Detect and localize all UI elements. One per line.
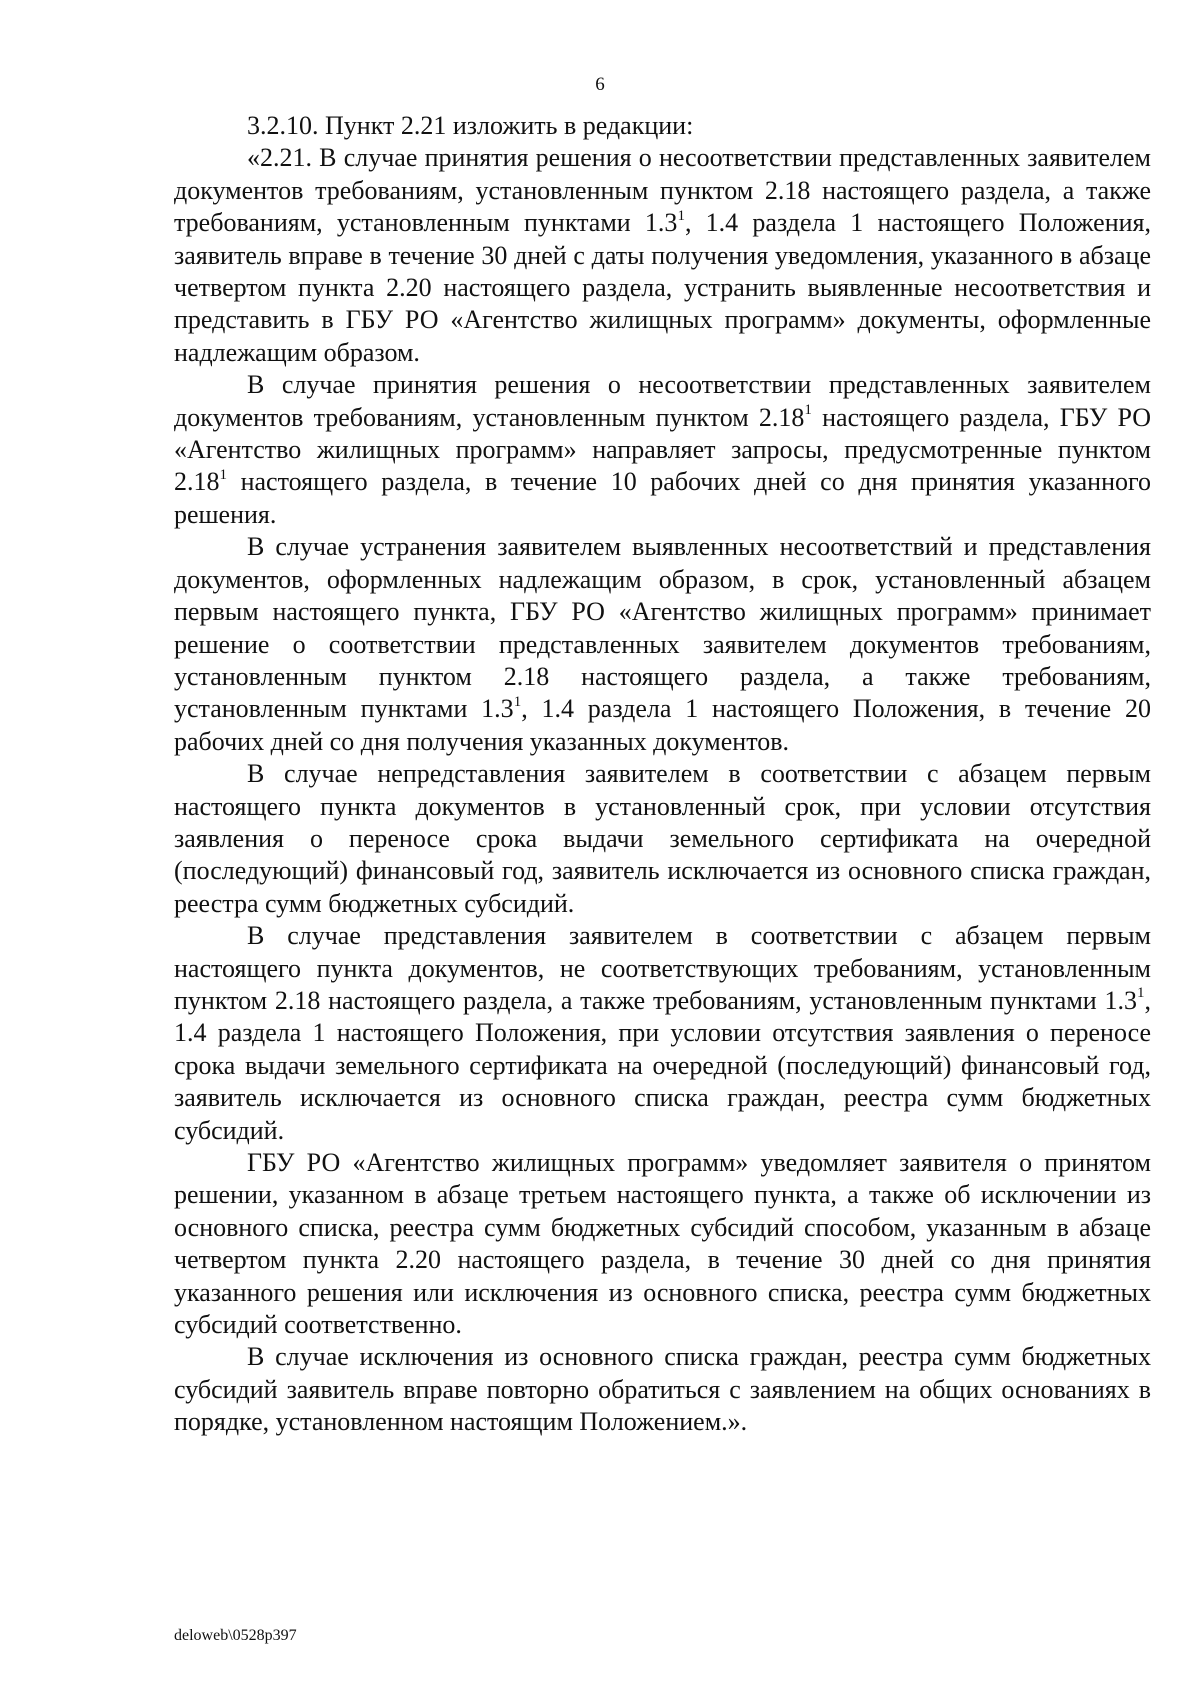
paragraph-text: В случае представления заявителем в соответствии с абзацем первым настоящего пункта документов, не соответствующих требованиям, установленным пунктом 2.18 настоящего раздела, а также требованиям, установленным пунктами 1.3 — [174, 921, 1151, 1015]
superscript: 1 — [513, 693, 522, 710]
paragraph-text: , 1.4 раздела 1 настоящего Положения, в течение 20 рабочих дней со дня получения указанных документов. — [174, 694, 1152, 756]
paragraph-text: настоящего раздела, ГБУ РО «Агентство жилищных программ» направляет запросы, предусмотренные пунктом 2.18 — [174, 402, 1152, 497]
paragraph — [174, 1147, 1151, 1341]
paragraph-text: В случае устранения заявителем выявленных несоответствий и представления документов, оформленных надлежащим образом, в срок, установленный абзацем первым настоящего пункта, ГБУ РО «Агентство жилищных программ» принимает решение о соответствии представленных заявителем документов требованиям, установленным пунктом 2.18 настоящего раздела, а также требованиям, установленным пунктами 1.3 — [174, 532, 1151, 724]
paragraph-text: В случае принятия решения о несоответствии представленных заявителем документов требованиям, установленным пунктом 2.18 — [174, 370, 1151, 432]
paragraph — [174, 531, 1151, 758]
superscript: 1 — [804, 402, 812, 418]
page-number: 6 — [595, 74, 605, 95]
superscript: 1 — [1137, 985, 1145, 1002]
superscript: 1 — [219, 466, 227, 483]
superscript: 1 — [677, 207, 685, 224]
paragraph — [174, 1341, 1151, 1438]
document-body — [174, 110, 1151, 1439]
paragraph-text: ГБУ РО «Агентство жилищных программ» уведомляет заявителя о принятом решении, указанном в абзаце третьем настоящего пункта, а также об исключении из основного списка, реестра сумм бюджетных субсидий способом, указанным в абзаце четвертом пункта 2.20 настоящего раздела, в течение 30 дней со дня принятия указанного решения или исключения из основного списка, реестра сумм бюджетных субсидий соответственно. — [174, 1148, 1151, 1340]
paragraph — [174, 758, 1151, 920]
paragraph-text: , 1.4 раздела 1 настоящего Положения, заявитель вправе в течение 30 дней с даты получения уведомления, указанного в абзаце четвертом пункта 2.20 настоящего раздела, устранить выявленные несоответствия и представить в ГБУ РО «Агентство жилищных программ» документы, оформленные надлежащим образом. — [174, 208, 1151, 367]
document-id: deloweb\0528p397 — [174, 1627, 297, 1644]
paragraph — [174, 110, 1151, 142]
paragraph-text: «2.21. В случае принятия решения о несоответствии представленных заявителем документов требованиям, установленным пунктом 2.18 настоящего раздела, а также требованиям, установленным пунктами 1.3 — [174, 143, 1151, 238]
paragraph-text: настоящего раздела, в течение 10 рабочих дней со дня принятия указанного решения. — [174, 467, 1151, 529]
paragraph-text: , 1.4 раздела 1 настоящего Положения, при условии отсутствия заявления о переносе срока выдачи земельного сертификата на очередной (последующий) финансовый год, заявитель исключается из основного списка граждан, реестра сумм бюджетных субсидий. — [174, 985, 1151, 1145]
paragraph-text: В случае исключения из основного списка граждан, реестра сумм бюджетных субсидий заявитель вправе повторно обратиться с заявлением на общих основаниях в порядке, установленном настоящим Положением.». — [174, 1342, 1151, 1437]
paragraph — [174, 142, 1151, 369]
paragraph — [174, 369, 1151, 531]
paragraph-text: 3.2.10. Пункт 2.21 изложить в редакции: — [247, 111, 694, 140]
paragraph-text: В случае непредставления заявителем в соответствии с абзацем первым настоящего пункта документов в установленный срок, при условии отсутствия заявления о переносе срока выдачи земельного сертификата на очередной (последующий) финансовый год, заявитель исключается из основного списка граждан, реестра сумм бюджетных субсидий. — [174, 759, 1151, 918]
paragraph — [174, 920, 1151, 1147]
